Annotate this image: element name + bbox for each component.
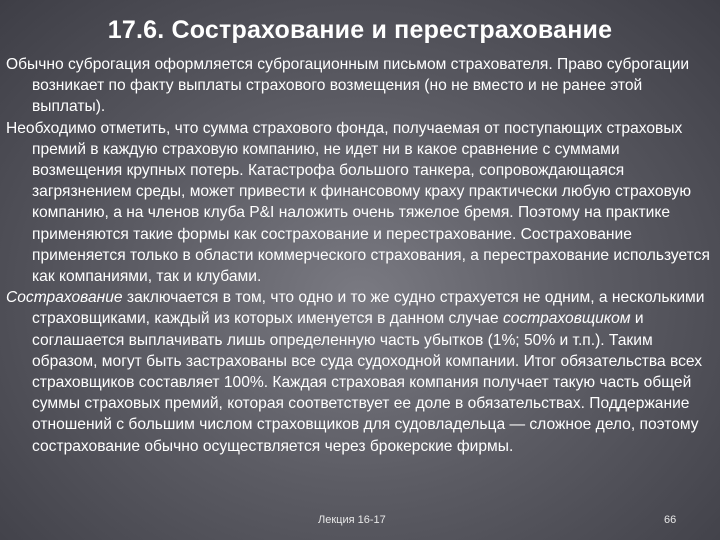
footer-lecture: Лекция 16-17: [318, 514, 386, 526]
footer-page-number: 66: [664, 514, 677, 526]
paragraph-subrogation: Обычно суброгация оформляется суброгационным письмом страхователя. Право суброгации возникает по факту выплаты страхового возмещения (но не вместо и не ранее этой выплаты).: [6, 56, 690, 116]
paragraph-coinsurance-text-b: и соглашается выплачивать лишь определенную часть убытков (1%; 50% и т.п.). Таким образом, могут быть застрахованы все суда судоходной компании. Итог обязательства всех страховщиков составляет 100%. Каждая страховая компания получает такую часть общей суммы страховых премий, которая соответствует ее доле в обязательствах. Поддержание отношений с большим числом страховщиков для судовладельца — сложное дело, поэтому сострахование обычно осуществляется через брокерские фирмы.: [32, 310, 703, 455]
slide-body: [6, 54, 714, 457]
term-coinsurer: состраховщиком: [503, 310, 631, 328]
paragraph-coinsurance: [6, 287, 714, 457]
paragraph-coinsurance-text-a: заключается в том, что одно и то же судно страхуется не одним, а несколькими страховщиками, каждый из которых именуется в данном случае: [32, 289, 705, 328]
slide-title: 17.6. Сострахование и перестрахование: [107, 16, 613, 44]
term-coinsurance: Сострахование: [6, 289, 123, 307]
paragraph-insurance-fund: Необходимо отметить, что сумма страхового фонда, получаемая от поступающих страховых премий в каждую страховую компанию, не идет ни в какое сравнение с суммами возмещения крупных потерь. Катастрофа большого танкера, сопровождающаяся загрязнением среды, может привести к финансовому краху практически любую страховую компанию, а на членов клуба P&I наложить очень тяжелое бремя. Поэтому на практике применяются такие формы как сострахование и перестрахование. Сострахование применяется только в области коммерческого страхования, а перестрахование используется как компаниями, так и клубами.: [6, 119, 710, 286]
